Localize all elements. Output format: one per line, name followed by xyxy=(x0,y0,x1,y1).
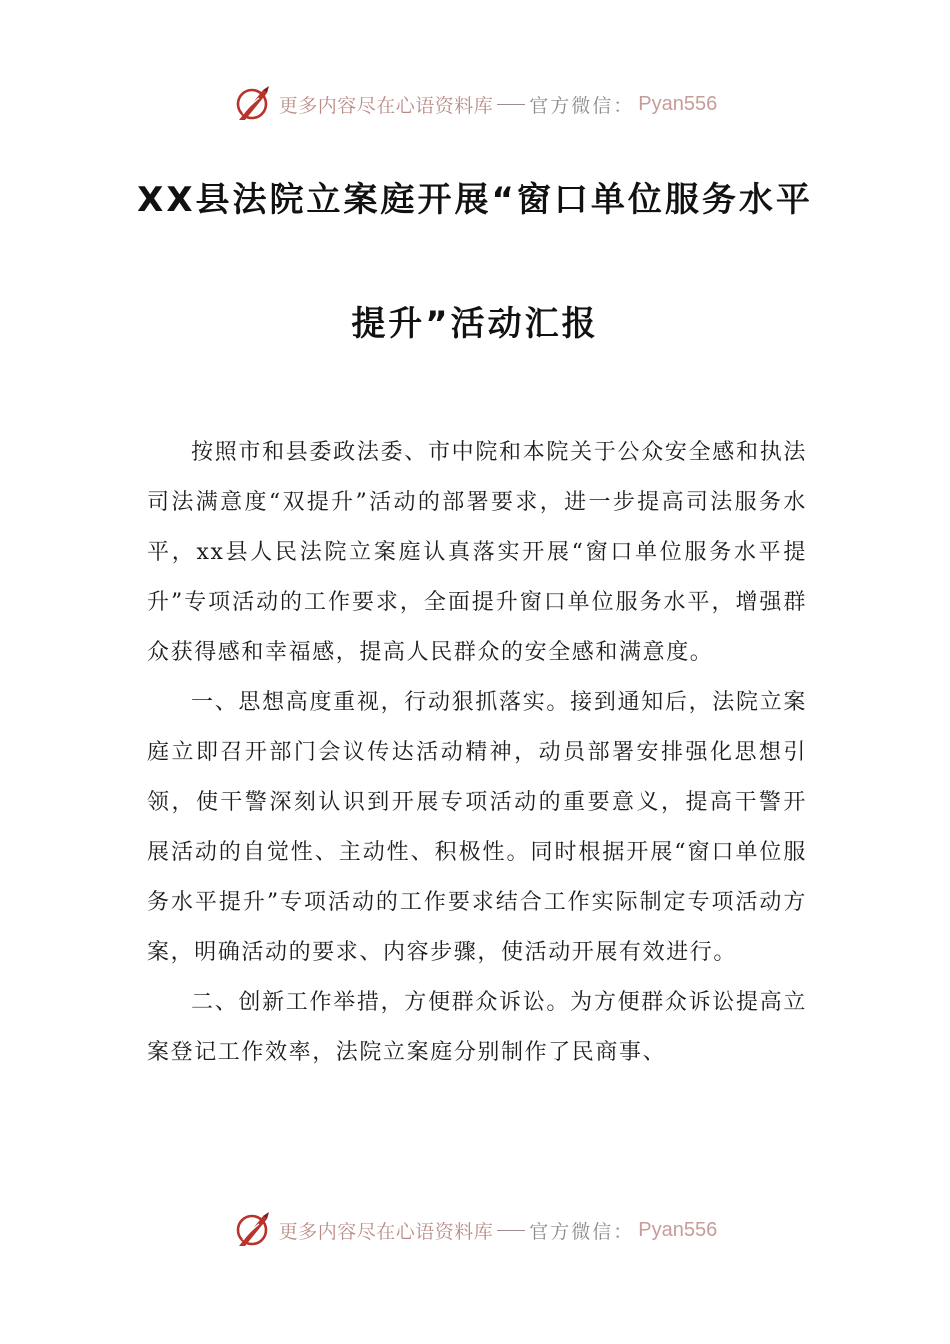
header-banner xyxy=(0,82,950,126)
document-title-line-2: 提升”活动汇报 xyxy=(351,304,599,344)
paragraph-intro: 按照市和县委政法委、市中院和本院关于公众安全感和执法司法满意度“双提升”活动的部署要求，进一步提高司法服务水平，xx县人民法院立案庭认真落实开展“窗口单位服务水平提升”专项活动的工作要求，全面提升窗口单位服务水平，增强群众获得感和幸福感，提高人民群众的安全感和满意度。 xyxy=(147,440,807,665)
quill-logo-icon xyxy=(233,84,273,124)
banner-dash xyxy=(497,104,525,105)
footer-banner xyxy=(0,1208,950,1252)
paragraph-section-2: 二、创新工作举措，方便群众诉讼。为方便群众诉讼提高立案登记工作效率，法院立案庭分别制作了民商事、 xyxy=(147,990,807,1065)
wechat-id: Pyan556 xyxy=(638,1218,718,1241)
document-body xyxy=(147,428,807,1078)
site-slogan: 更多内容尽在心语资料库 xyxy=(278,1220,494,1243)
wechat-id: Pyan556 xyxy=(638,92,718,115)
document-title-line-1: XX县法院立案庭开展“窗口单位服务水平 xyxy=(137,180,813,220)
banner-dash xyxy=(497,1230,525,1231)
paragraph-section-1: 一、思想高度重视，行动狠抓落实。接到通知后，法院立案庭立即召开部门会议传达活动精神，动员部署安排强化思想引领，使干警深刻认识到开展专项活动的重要意义，提高干警开展活动的自觉性、主动性、积极性。同时根据开展“窗口单位服务水平提升”专项活动的工作要求结合工作实际制定专项活动方案，明确活动的要求、内容步骤，使活动开展有效进行。 xyxy=(147,690,807,965)
site-slogan: 更多内容尽在心语资料库 xyxy=(278,94,494,117)
quill-logo-icon xyxy=(233,1210,273,1250)
official-wechat-label: 官方微信： xyxy=(529,1220,635,1243)
official-wechat-label: 官方微信： xyxy=(529,94,635,117)
